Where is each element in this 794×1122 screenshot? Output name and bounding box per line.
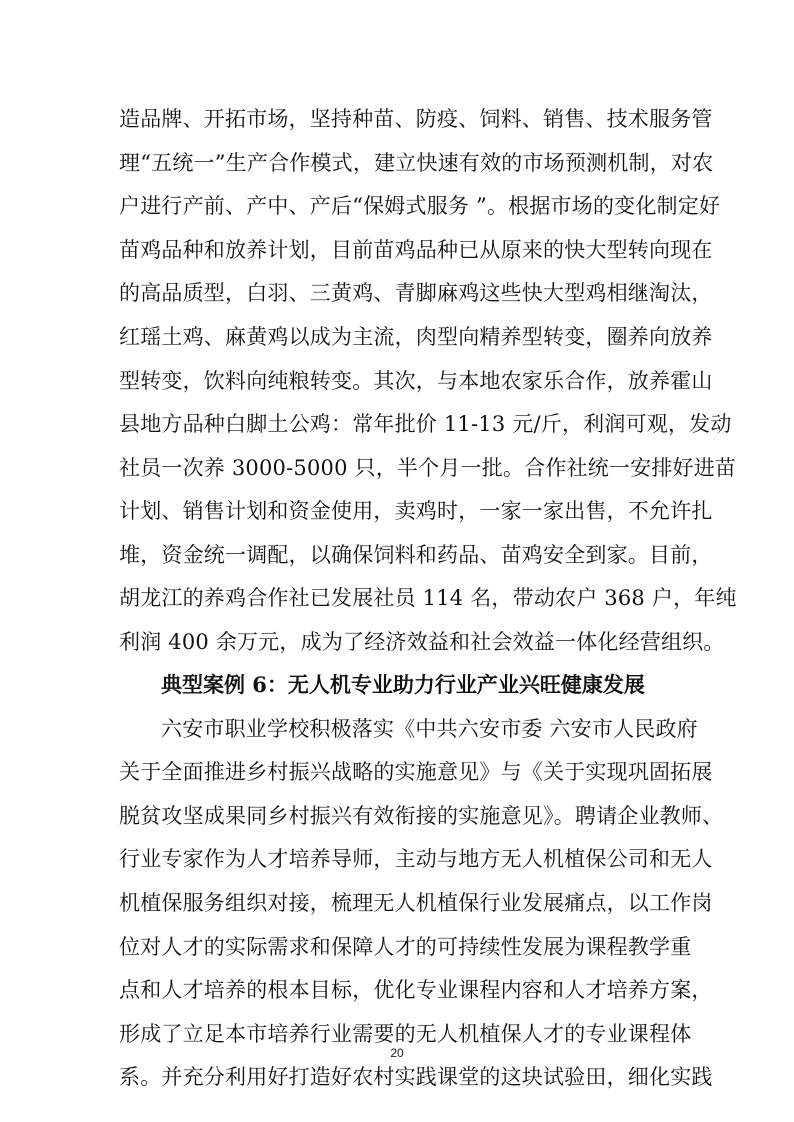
text-line: 苗鸡品种和放养计划，目前苗鸡品种已从原来的快大型转向现在	[119, 238, 713, 262]
text-line: 机植保服务组织对接，梳理无人机植保行业发展痛点，以工作岗	[119, 891, 713, 915]
text-line: 形成了立足本市培养行业需要的无人机植保人才的专业课程体	[119, 1022, 692, 1046]
text-line: 行业专家作为人才培养导师，主动与地方无人机植保公司和无人	[119, 847, 713, 871]
text-line: 点和人才培养的根本目标，优化专业课程内容和人才培养方案，	[119, 978, 713, 1002]
text-line: 造品牌、开拓市场，坚持种苗、防疫、饲料、销售、技术服务管	[119, 107, 713, 131]
text-line: 户进行产前、产中、产后“保姆式服务 ”。根据市场的变化制定好	[119, 194, 721, 218]
text-line: 利润 400 余万元，成为了经济效益和社会效益一体化经营组织。	[119, 630, 725, 654]
text-line: 胡龙江的养鸡合作社已发展社员 114 名，带动农户 368 户，年纯	[119, 586, 737, 610]
text-line: 六安市职业学校积极落实《中共六安市委 六安市人民政府	[161, 717, 698, 741]
text-line: 关于全面推进乡村振兴战略的实施意见》与《关于实现巩固拓展	[119, 760, 713, 784]
text-line: 计划、销售计划和资金使用，卖鸡时，一家一家出售，不允许扎	[119, 499, 713, 523]
page-number: 20	[390, 1046, 404, 1060]
text-line: 堆，资金统一调配，以确保饲料和药品、苗鸡安全到家。目前，	[119, 543, 713, 567]
text-line: 社员一次养 3000-5000 只，半个月一批。合作社统一安排好进苗	[119, 456, 737, 480]
text-line: 红瑶土鸡、麻黄鸡以成为主流，肉型向精养型转变，圈养向放养	[119, 325, 713, 349]
section-heading: 典型案例 6：无人机专业助力行业产业兴旺健康发展	[161, 672, 645, 697]
text-line: 理“五统一”生产合作模式，建立快速有效的市场预测机制，对农	[119, 151, 714, 175]
text-line: 位对人才的实际需求和保障人才的可持续性发展为课程教学重	[119, 935, 692, 959]
text-line: 脱贫攻坚成果同乡村振兴有效衔接的实施意见》。聘请企业教师、	[119, 804, 724, 828]
text-line: 系。并充分利用好打造好农村实践课堂的这块试验田，细化实践	[119, 1065, 713, 1089]
text-line: 县地方品种白脚土公鸡：常年批价 11-13 元/斤，利润可观，发动	[119, 412, 732, 436]
text-line: 型转变，饮料向纯粮转变。其次，与本地农家乐合作，放养霍山	[119, 369, 713, 393]
text-line: 的高品质型，白羽、三黄鸡、青脚麻鸡这些快大型鸡相继淘汰，	[119, 281, 713, 305]
